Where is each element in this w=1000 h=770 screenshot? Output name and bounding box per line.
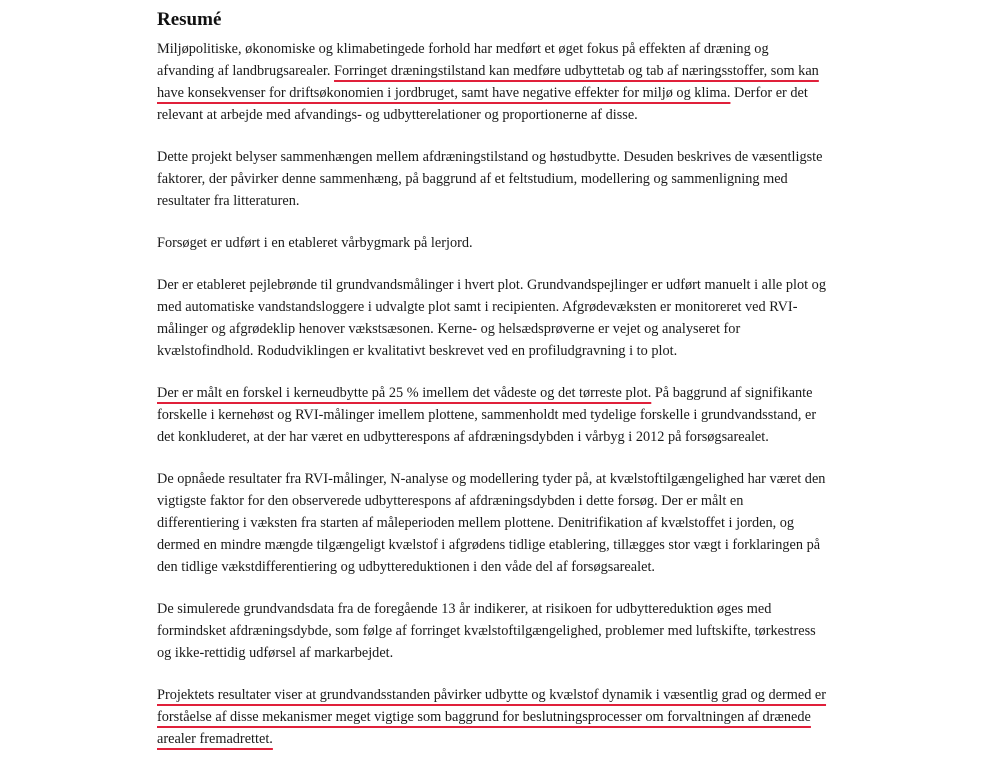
paragraph-2-text: Dette projekt belyser sammenhængen mellem afdræningstilstand og høstudbytte. Desuden beskrives de væsentligste faktorer, der påvirker denne sammenhæng, på baggrund af et feltstudium, modellering og sammenligning med resultater fra litteraturen. [157, 149, 823, 209]
paragraph-8 [157, 684, 827, 750]
paragraph-5-text-end: På baggrund af signifikante forskelle i kernehøst og RVI-målinger imellem plottene, sammenholdt med tydelige forskelle i grundvandsstand, er det konkluderet, at der har været en udbytterespons af afdræningsdybden i vårbyg i 2012 på forsøgsarealet. [157, 385, 817, 445]
paragraph-1-text: Miljøpolitiske, økonomiske og klimabetingede forhold har medført et øget fokus på effekten af dræning og afvanding af landbrugsarealer. [157, 41, 769, 79]
paragraph-5-highlight: Der er målt en forskel i kerneudbytte på 25 % imellem det vådeste og det tørreste plot. [157, 385, 652, 401]
paragraph-7-text: De simulerede grundvandsdata fra de foregående 13 år indikerer, at risikoen for udbyttereduktion øges med formindsket afdræningsdybde, som følge af forringet kvælstoftilgængelighed, problemer med luftskifte, tørkestress og ikke-rettidig udførsel af markarbejdet. [157, 601, 816, 661]
paragraph-1-text-end: Derfor er det relevant at arbejde med afvandings- og udbytterelationer og proportionerne af disse. [157, 85, 808, 123]
paragraph-3-text: Forsøget er udført i en etableret vårbygmark på lerjord. [157, 235, 473, 251]
paragraph-3 [157, 232, 827, 254]
paragraph-4-text: Der er etableret pejlebrønde til grundvandsmålinger i hvert plot. Grundvandspejlinger er udført manuelt i alle plot og med automatiske vandstandsloggere i udvalgte plot samt i recipienten. Afgrødevæksten er monitoreret ved RVI-målinger og afgrødeklip henover vækstsæsonen. Kerne- og helsædsprøverne er vejet og analyseret for kvælstofindhold. Rodudviklingen er kvalitativt beskrevet ved en profiludgravning i to plot. [157, 277, 826, 359]
paragraph-1-highlight: Forringet dræningstilstand kan medføre udbyttetab og tab af næringsstoffer, som kan have konsekvenser for driftsøkonomien i jordbruget, samt have negative effekter for miljø og klima. [157, 63, 819, 101]
document-page [157, 8, 827, 770]
paragraph-2 [157, 146, 827, 212]
paragraph-1 [157, 38, 827, 126]
paragraph-4 [157, 274, 827, 362]
paragraph-7 [157, 598, 827, 664]
paragraph-5 [157, 382, 827, 448]
paragraph-6-text: De opnåede resultater fra RVI-målinger, N-analyse og modellering tyder på, at kvælstoftilgængelighed har været den vigtigste faktor for den observerede udbytterespons af afdræningsdybden i dette forsøg. Der er målt en differentiering i væksten fra starten af måleperioden mellem plottene. Denitrifikation af kvælstoffet i jorden, og dermed en mindre mængde tilgængeligt kvælstof i afgrødens tidlige etablering, tillægges stor vægt i forklaringen på den tidlige vækstdifferentiering og udbyttereduktionen i den våde del af forsøgsarealet. [157, 471, 826, 575]
paragraph-8-highlight: Projektets resultater viser at grundvandsstanden påvirker udbytte og kvælstof dynamik i væsentlig grad og dermed er forståelse af disse mekanismer meget vigtige som baggrund for beslutningsprocesser om forvaltningen af drænede arealer fremadrettet. [157, 687, 827, 747]
document-title: Resumé [157, 9, 222, 30]
paragraph-6 [157, 468, 827, 578]
